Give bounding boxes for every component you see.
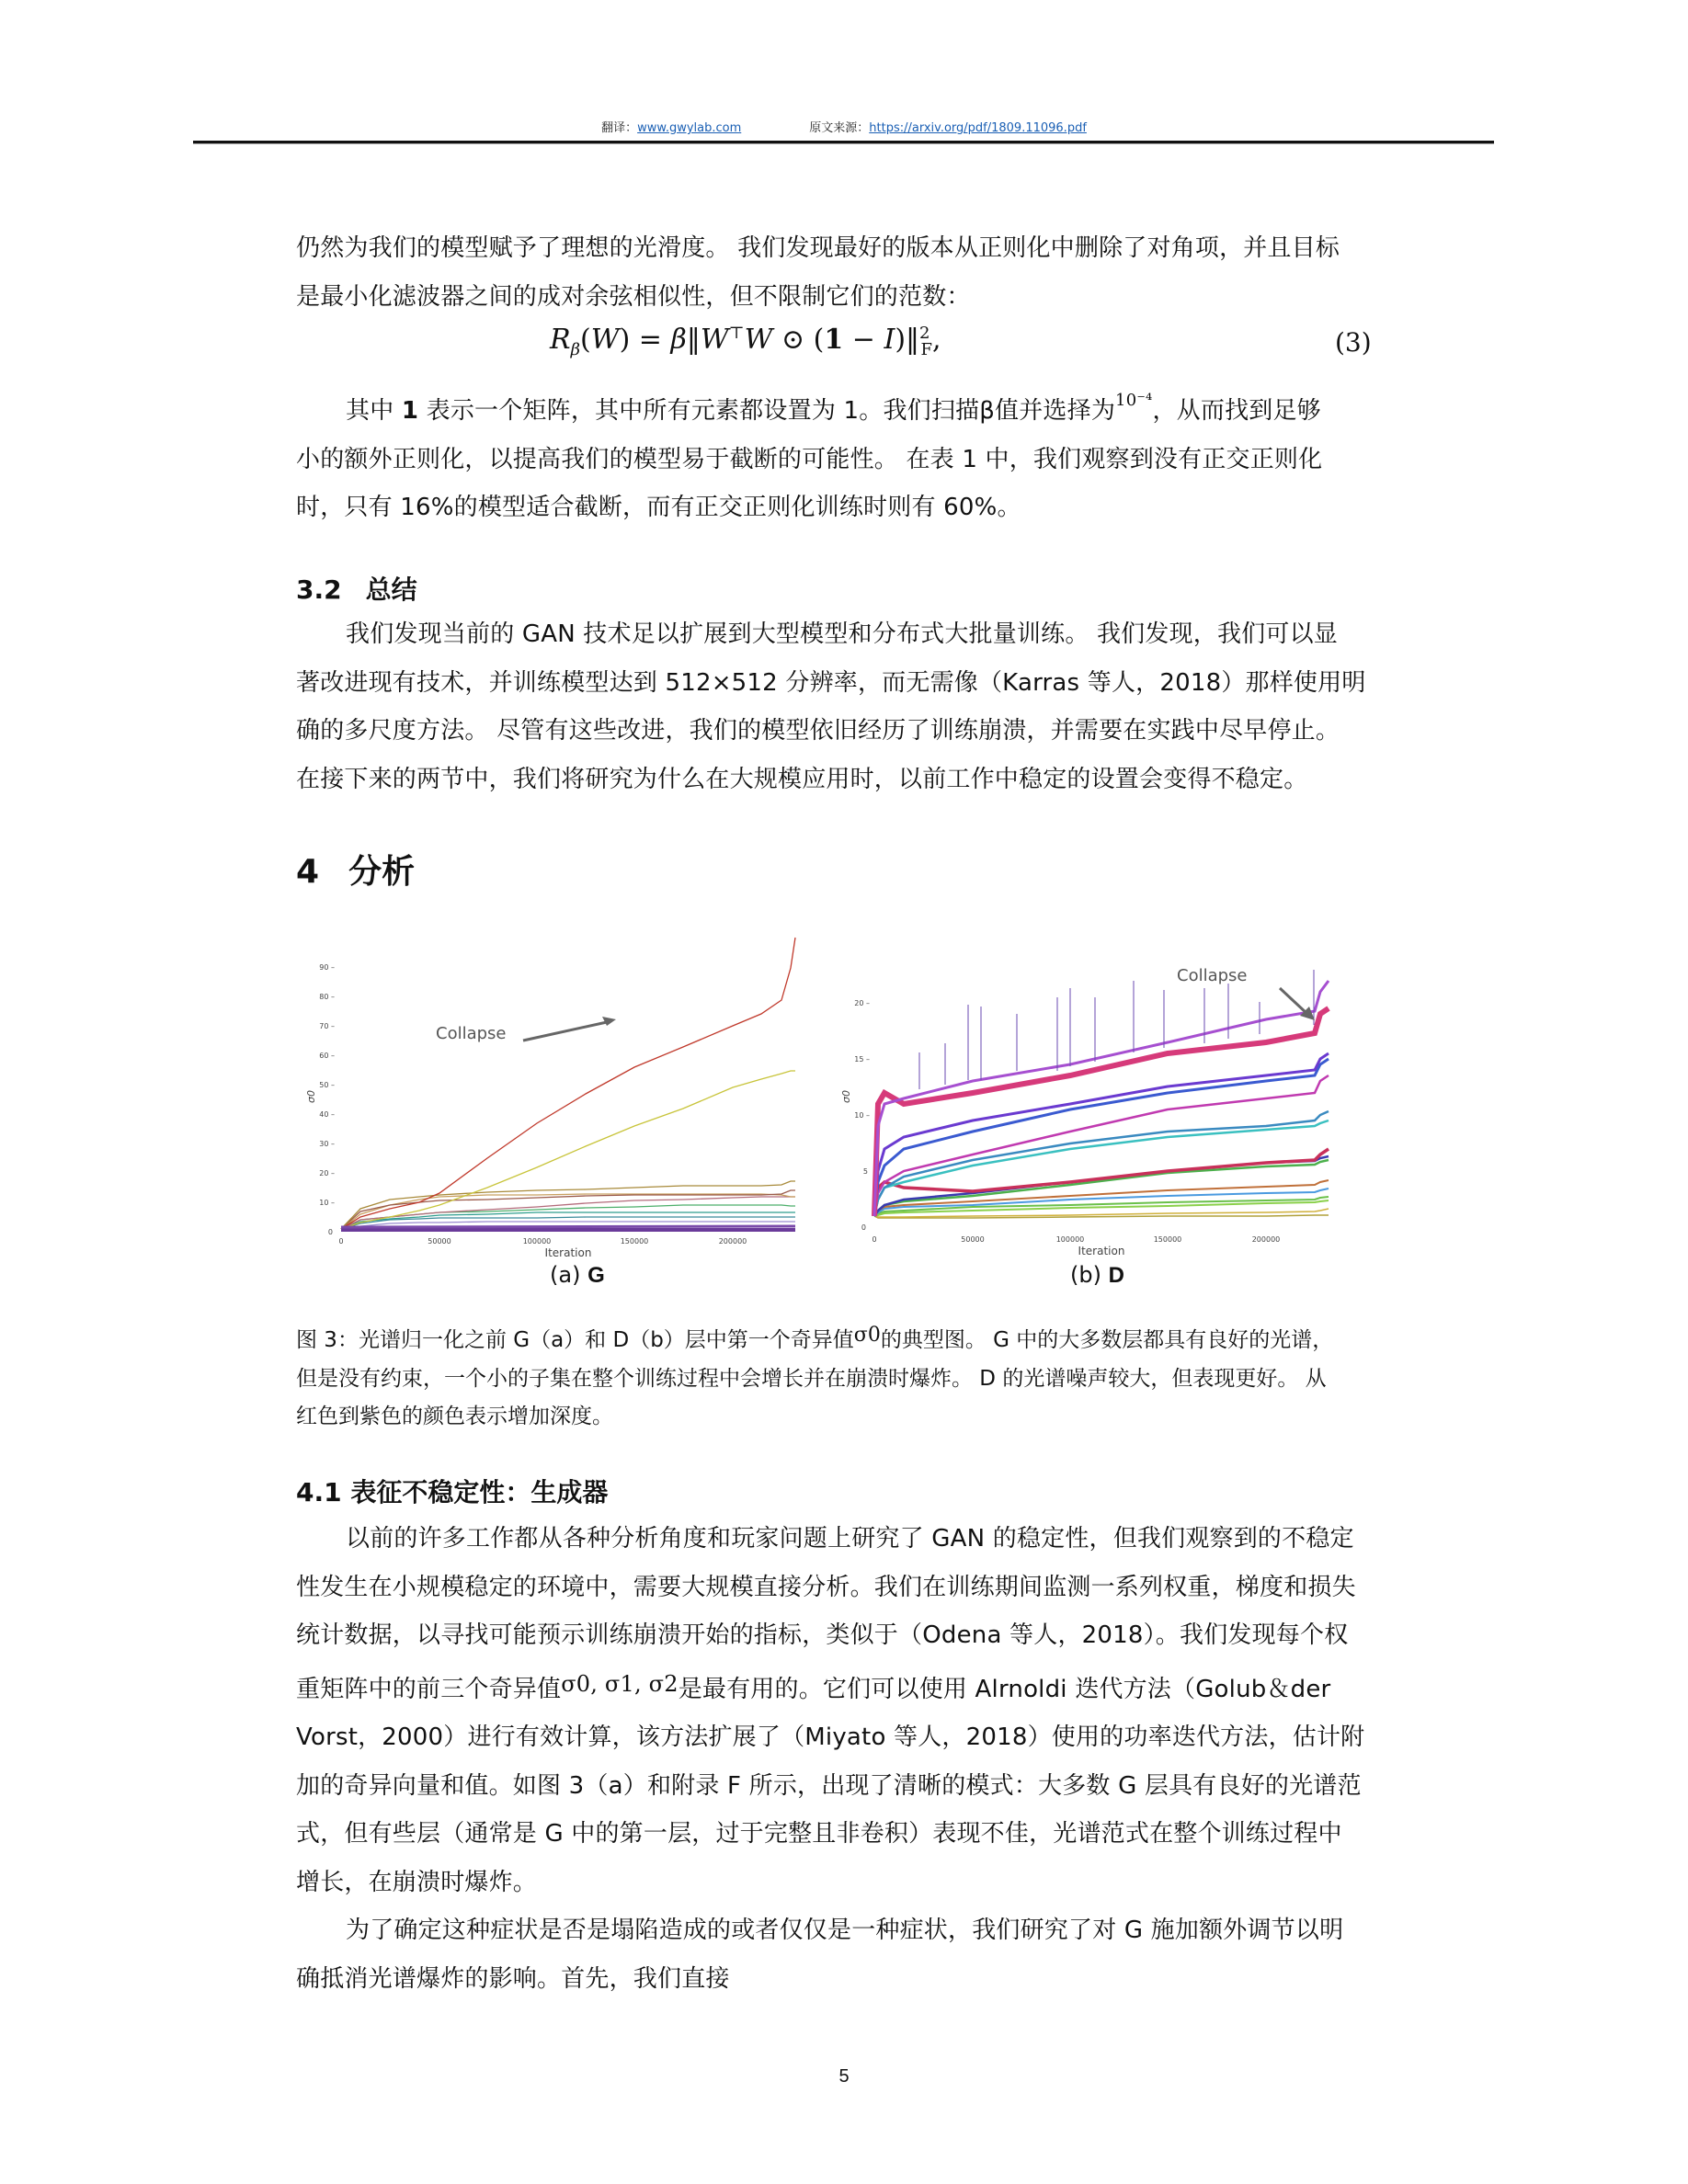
svg-text:20 –: 20 –: [854, 999, 870, 1007]
section-heading-4-1: 4.1 表征不稳定性：生成器: [296, 1477, 609, 1507]
svg-text:50000: 50000: [961, 1235, 985, 1244]
svg-text:20 –: 20 –: [319, 1169, 335, 1177]
svg-text:5: 5: [862, 1167, 868, 1176]
text-line: 时，只有 16%的模型适合截断，而有正交正则化训练时则有 60%。: [296, 494, 1021, 521]
svg-text:Iteration: Iteration: [544, 1246, 592, 1259]
text-line: 加的奇异向量和值。如图 3（a）和附录 F 所示，出现了清晰的模式：大多数 G 层具有良好的光谱范: [296, 1771, 1362, 1800]
svg-text:80 –: 80 –: [319, 993, 335, 1001]
svg-text:200000: 200000: [718, 1237, 747, 1246]
text-line: 以前的许多工作都从各种分析角度和玩家问题上研究了 GAN 的稳定性，但我们观察到的不稳定: [346, 1525, 1354, 1553]
chart-d-plot: [837, 933, 1333, 1264]
svg-text:0: 0: [861, 1223, 866, 1232]
source-label: 原文来源：: [809, 121, 870, 135]
svg-text:90 –: 90 –: [319, 963, 335, 972]
text-line: 我们发现当前的 GAN 技术足以扩展到大型模型和分布式大批量训练。 我们发现，我们可以显: [346, 620, 1338, 648]
svg-text:Iteration: Iteration: [1078, 1245, 1125, 1257]
svg-text:15 –: 15 –: [854, 1055, 870, 1064]
svg-text:0: 0: [327, 1228, 333, 1236]
svg-text:30 –: 30 –: [319, 1140, 335, 1148]
svg-text:50 –: 50 –: [319, 1081, 335, 1089]
svg-text:200000: 200000: [1251, 1235, 1281, 1244]
arrow-head-icon: [602, 1017, 616, 1026]
collapse-annotation: Collapse: [436, 1024, 507, 1043]
subfigure-b-label: (b) D: [1070, 1262, 1124, 1288]
text-line: 增长，在崩溃时爆炸。: [296, 1868, 538, 1896]
text-line: 小的额外正则化，以提高我们的模型易于截断的可能性。 在表 1 中，我们观察到没有正交正则化: [296, 445, 1323, 473]
text-line: 在接下来的两节中，我们将研究为什么在大规模应用时，以前工作中稳定的设置会变得不稳定。: [296, 765, 1308, 793]
text-line: 为了确定这种症状是否是塌陷造成的或者仅仅是一种症状，我们研究了对 G 施加额外调节以明: [346, 1917, 1344, 1944]
text-line: 是最小化滤波器之间的成对余弦相似性，但不限制它们的范数：: [296, 282, 971, 311]
intro-paragraph-2: [296, 377, 1390, 532]
text-line: 式，但有些层（通常是 G 中的第一层，过于完整且非卷积）表现不佳，光谱范式在整个训练过程中: [296, 1820, 1342, 1848]
section-3-2-paragraph: [296, 610, 1390, 803]
svg-text:0: 0: [872, 1235, 877, 1244]
caption-line: 红色到紫色的颜色表示增加深度。: [296, 1405, 613, 1428]
collapse-arrow: [523, 1022, 607, 1041]
svg-text:150000: 150000: [620, 1237, 649, 1246]
source-link[interactable]: https://arxiv.org/pdf/1809.11096.pdf: [869, 121, 1087, 135]
chart-g-plot: [303, 933, 800, 1264]
equation-number: (3): [1335, 327, 1372, 358]
collapse-arrow: [1280, 988, 1307, 1014]
page-number: 5: [838, 2066, 850, 2087]
caption-line: 图 3：光谱归一化之前 G（a）和 D（b）层中第一个奇异值σ0的典型图。 G 中的大多数层都具有良好的光谱，: [296, 1324, 1334, 1352]
text-line: 确的多尺度方法。 尽管有这些改进，我们的模型依旧经历了训练崩溃，并需要在实践中尽早停止。: [296, 717, 1340, 745]
svg-text:100000: 100000: [1055, 1235, 1085, 1244]
figure-caption: [296, 1316, 1390, 1437]
equation-3: $R_\beta(W)$ = β‖W⊤W ⊙ (1 − I)‖$^2_F$,: [550, 324, 941, 359]
text-line: 其中 1 表示一个矩阵，其中所有元素都设置为 1。我们扫描β值并选择为$^{10^{-4}}$，从而找到足够: [346, 391, 1321, 425]
section-heading-3-2: 3.2 总结: [296, 574, 417, 605]
svg-text:0: 0: [338, 1237, 344, 1246]
translator-label: 翻译：: [601, 121, 638, 135]
text-line: 性发生在小规模稳定的环境中，需要大规模直接分析。我们在训练期间监测一系列权重，梯度和损失: [296, 1573, 1356, 1601]
header-rule: [193, 141, 1494, 144]
caption-line: 但是没有约束，一个小的子集在整个训练过程中会增长并在崩溃时爆炸。 D 的光谱噪声较大，但表现更好。 从: [296, 1366, 1327, 1391]
text-line: 仍然为我们的模型赋予了理想的光滑度。 我们发现最好的版本从正则化中删除了对角项，并且目标: [296, 234, 1340, 262]
svg-text:40 –: 40 –: [319, 1110, 335, 1119]
section-heading-4: 4 分析: [296, 853, 416, 891]
collapse-annotation: Collapse: [1177, 966, 1248, 985]
svg-text:10 –: 10 –: [319, 1199, 335, 1207]
svg-text:100000: 100000: [522, 1237, 552, 1246]
intro-paragraph: [296, 224, 1390, 321]
translator-link[interactable]: www.gwylab.com: [637, 121, 742, 135]
page-header: [0, 118, 1688, 135]
svg-text:σ0: σ0: [305, 1090, 317, 1103]
svg-text:60 –: 60 –: [319, 1052, 335, 1060]
svg-text:70 –: 70 –: [319, 1022, 335, 1030]
text-line: 重矩阵中的前三个奇异值σ0, σ1, σ2是最有用的。它们可以使用 Alrnoldi 迭代方法（Golub＆der: [296, 1670, 1331, 1703]
svg-text:150000: 150000: [1153, 1235, 1182, 1244]
text-line: Vorst，2000）进行有效计算，该方法扩展了（Miyato 等人，2018）使用的功率迭代方法，估计附: [296, 1723, 1365, 1751]
svg-text:50000: 50000: [428, 1237, 451, 1246]
text-line: 著改进现有技术，并训练模型达到 512×512 分辨率，而无需像（Karras 等人，2018）那样使用明: [296, 668, 1366, 697]
text-line: 统计数据，以寻找可能预示训练崩溃开始的指标，类似于（Odena 等人，2018）。我们发现每个权: [296, 1621, 1349, 1649]
subfigure-a-label: (a) G: [550, 1262, 605, 1288]
text-line: 确抵消光谱爆炸的影响。首先，我们直接: [296, 1964, 730, 1993]
svg-text:10 –: 10 –: [854, 1111, 870, 1120]
svg-text:σ0: σ0: [840, 1090, 852, 1103]
chart-g: [303, 933, 800, 1264]
chart-d: [837, 933, 1333, 1264]
section-4-1-paragraph: [296, 1515, 1390, 2003]
